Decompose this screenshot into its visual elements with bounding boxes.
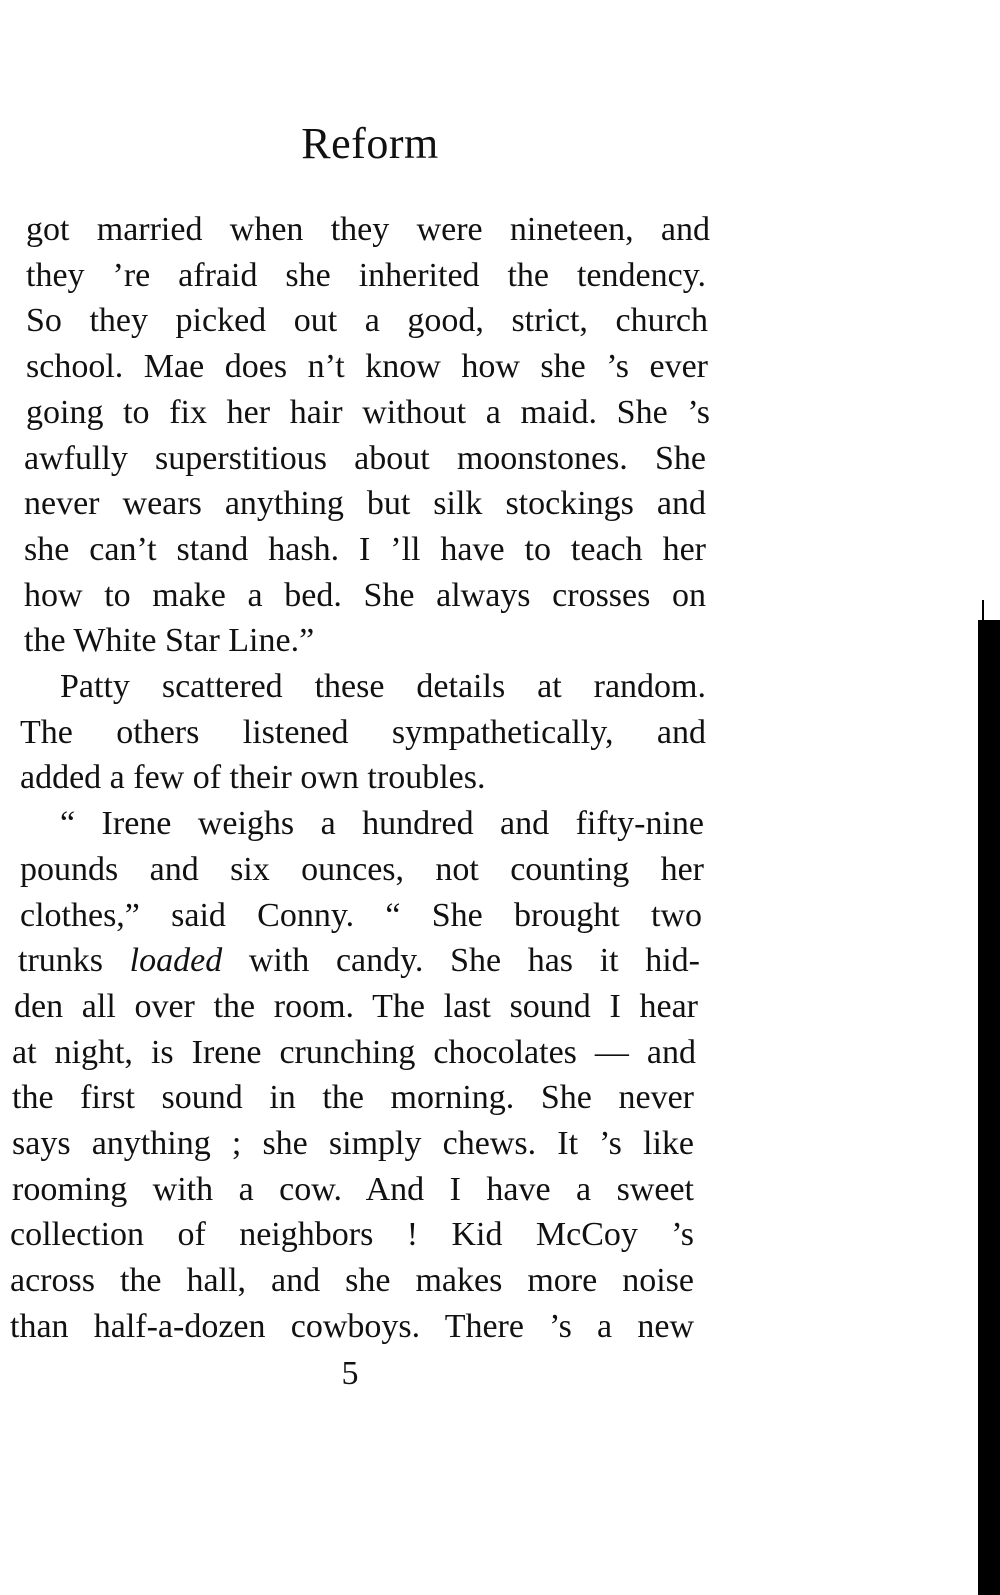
- running-head: Reform: [301, 119, 439, 168]
- text-line: added a few of their own troubles.: [20, 759, 486, 796]
- paragraph-first-line: Patty scattered these details at random.: [60, 668, 706, 705]
- text-line: The others listened sympathetically, and: [20, 714, 706, 751]
- text-line: how to make a bed. She always crosses on: [24, 577, 706, 614]
- text-line: says anything ; she simply chews. It ’s like: [12, 1125, 694, 1162]
- text-line: collection of neighbors ! Kid McCoy ’s: [10, 1216, 694, 1253]
- text-line: So they picked out a good, strict, church: [26, 302, 708, 339]
- text-line: pounds and six ounces, not counting her: [20, 851, 704, 888]
- page-edge-shadow: [978, 620, 1000, 1595]
- text-line: clothes,” said Conny. “ She brought two: [20, 897, 702, 934]
- text-line: den all over the room. The last sound I hear: [14, 988, 698, 1025]
- text-line: [18, 938, 700, 984]
- text-line: the first sound in the morning. She never: [12, 1079, 694, 1116]
- text-line: never wears anything but silk stockings and: [24, 485, 706, 522]
- page-number: 5: [341, 1355, 359, 1392]
- text-line: school. Mae does n’t know how she ’s ever: [26, 348, 708, 385]
- text-line: got married when they were nineteen, and: [26, 211, 710, 248]
- text-line: going to fix her hair without a maid. She ’s: [26, 394, 710, 431]
- text-line: at night, is Irene crunching chocolates — and: [12, 1034, 696, 1071]
- text-line: awfully superstitious about moonstones. She: [24, 440, 706, 477]
- text-line: the White Star Line.”: [24, 622, 315, 659]
- paragraph-first-line: “ Irene weighs a hundred and fifty-nine: [60, 805, 704, 842]
- text-line: across the hall, and she makes more noise: [10, 1262, 694, 1299]
- text-line: they ’re afraid she inherited the tendency.: [26, 257, 706, 294]
- italic-word: loaded: [129, 942, 223, 979]
- text-line: rooming with a cow. And I have a sweet: [12, 1171, 694, 1208]
- text-span: trunks: [18, 942, 130, 979]
- text-span: with candy. She has it hid-: [222, 942, 701, 979]
- text-line: than half-a-dozen cowboys. There ’s a new: [10, 1308, 694, 1345]
- text-line: she can’t stand hash. I ’ll have to teach her: [24, 531, 706, 568]
